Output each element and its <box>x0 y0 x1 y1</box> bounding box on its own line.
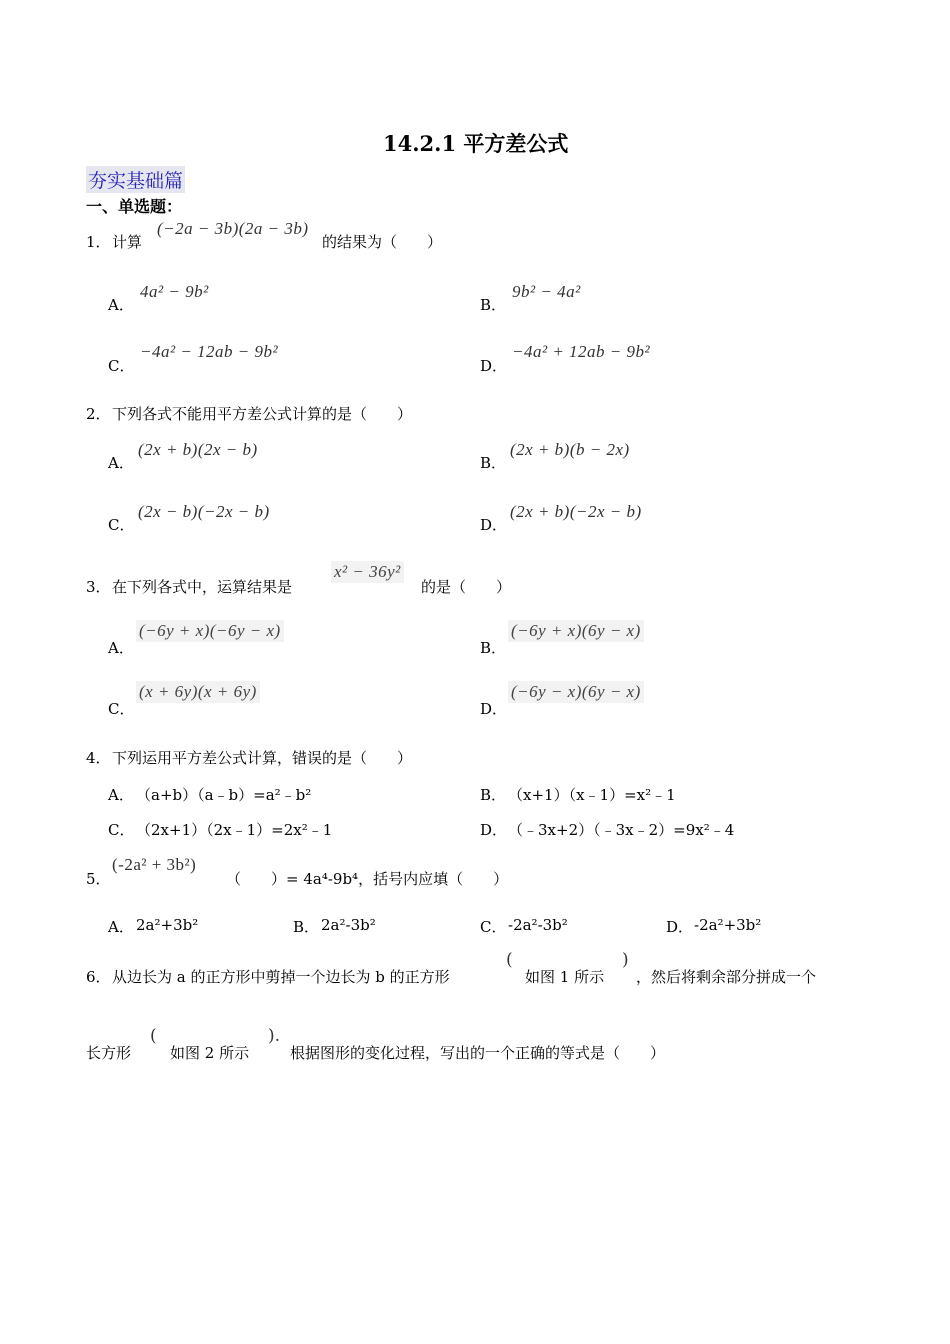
option-d-text: （﹣3x+2）（﹣3x﹣2）=9x²﹣4 <box>508 821 735 839</box>
option-label-a: A． <box>108 639 134 657</box>
question-text: 下列各式不能用平方差公式计算的是（ ） <box>112 405 413 423</box>
question-formula: x² − 36y² <box>331 561 404 583</box>
section-heading: 夯实基础篇 <box>86 166 185 193</box>
question-text: 如图 1 所示 <box>525 968 605 986</box>
option-b-formula: (2x + b)(b − 2x) <box>510 440 630 459</box>
question-text: 计算 <box>112 233 143 251</box>
option-label-d: D． <box>480 516 508 534</box>
subsection-heading: 一、单选题： <box>86 197 183 216</box>
page-title: 14.2.1 平方差公式 <box>383 131 569 156</box>
option-label-c: C． <box>480 918 507 936</box>
question-text: 的是（ ） <box>421 578 512 596</box>
option-label-c: C． <box>108 516 135 534</box>
question-text: ，然后将剩余部分拼成一个 <box>636 968 817 986</box>
question-number: 4． <box>86 749 111 767</box>
paren-close: ) <box>622 950 629 970</box>
option-label-b: B． <box>480 639 507 657</box>
question-number: 5． <box>86 870 111 888</box>
question-text: 如图 2 所示 <box>170 1044 250 1062</box>
option-label-d: D． <box>480 357 508 375</box>
option-b-formula: (−6y + x)(6y − x) <box>508 620 644 642</box>
option-a-text: 2a²+3b² <box>136 916 199 934</box>
paren-close: ). <box>268 1026 281 1046</box>
paren-open: ( <box>150 1026 157 1046</box>
question-text: （ ）= 4a⁴-9b⁴，括号内应填（ ） <box>226 870 509 888</box>
option-label-b: B． <box>480 786 507 804</box>
question-number: 2． <box>86 405 111 423</box>
option-d-text: -2a²+3b² <box>694 916 762 934</box>
option-label-a: A． <box>108 454 134 472</box>
option-label-d: D． <box>480 700 508 718</box>
question-text: 长方形 <box>86 1044 132 1062</box>
option-label-c: C． <box>108 700 135 718</box>
option-a-text: （a+b）（a﹣b）=a²﹣b² <box>136 786 312 804</box>
question-text: 在下列各式中，运算结果是 <box>112 578 293 596</box>
paren-open: ( <box>506 950 513 970</box>
question-number: 6． <box>86 968 111 986</box>
option-label-d: D． <box>666 918 694 936</box>
option-label-c: C． <box>108 357 135 375</box>
option-d-formula: −4a² + 12ab − 9b² <box>512 342 651 361</box>
option-a-formula: 4a² − 9b² <box>140 282 209 301</box>
option-b-formula: 9b² − 4a² <box>512 282 581 301</box>
option-d-formula: (2x + b)(−2x − b) <box>510 502 642 521</box>
question-text: 根据图形的变化过程，写出的一个正确的等式是（ ） <box>290 1044 666 1062</box>
option-b-text: （x+1）（x﹣1）=x²﹣1 <box>508 786 676 804</box>
option-label-b: B． <box>480 454 507 472</box>
option-c-text: （2x+1）（2x﹣1）=2x²﹣1 <box>136 821 333 839</box>
question-text: 下列运用平方差公式计算，错误的是（ ） <box>112 749 413 767</box>
question-formula: (−2a − 3b)(2a − 3b) <box>157 219 309 238</box>
option-b-text: 2a²-3b² <box>321 916 376 934</box>
question-number: 1． <box>86 233 111 251</box>
option-label-c: C． <box>108 821 135 839</box>
option-label-b: B． <box>293 918 320 936</box>
question-number: 3． <box>86 578 111 596</box>
option-c-formula: −4a² − 12ab − 9b² <box>140 342 279 361</box>
option-c-formula: (2x − b)(−2x − b) <box>138 502 270 521</box>
option-a-formula: (2x + b)(2x − b) <box>138 440 258 459</box>
question-text: 从边长为 a 的正方形中剪掉一个边长为 b 的正方形 <box>112 968 450 986</box>
option-d-formula: (−6y − x)(6y − x) <box>508 681 644 703</box>
option-c-formula: (x + 6y)(x + 6y) <box>136 681 260 703</box>
question-text: 的结果为（ ） <box>322 233 443 251</box>
option-label-a: A． <box>108 918 134 936</box>
option-c-text: -2a²-3b² <box>508 916 568 934</box>
option-a-formula: (−6y + x)(−6y − x) <box>136 620 284 642</box>
option-label-a: A． <box>108 296 134 314</box>
option-label-a: A． <box>108 786 134 804</box>
option-label-d: D． <box>480 821 508 839</box>
option-label-b: B． <box>480 296 507 314</box>
question-formula: (-2a² + 3b²) <box>112 855 197 874</box>
